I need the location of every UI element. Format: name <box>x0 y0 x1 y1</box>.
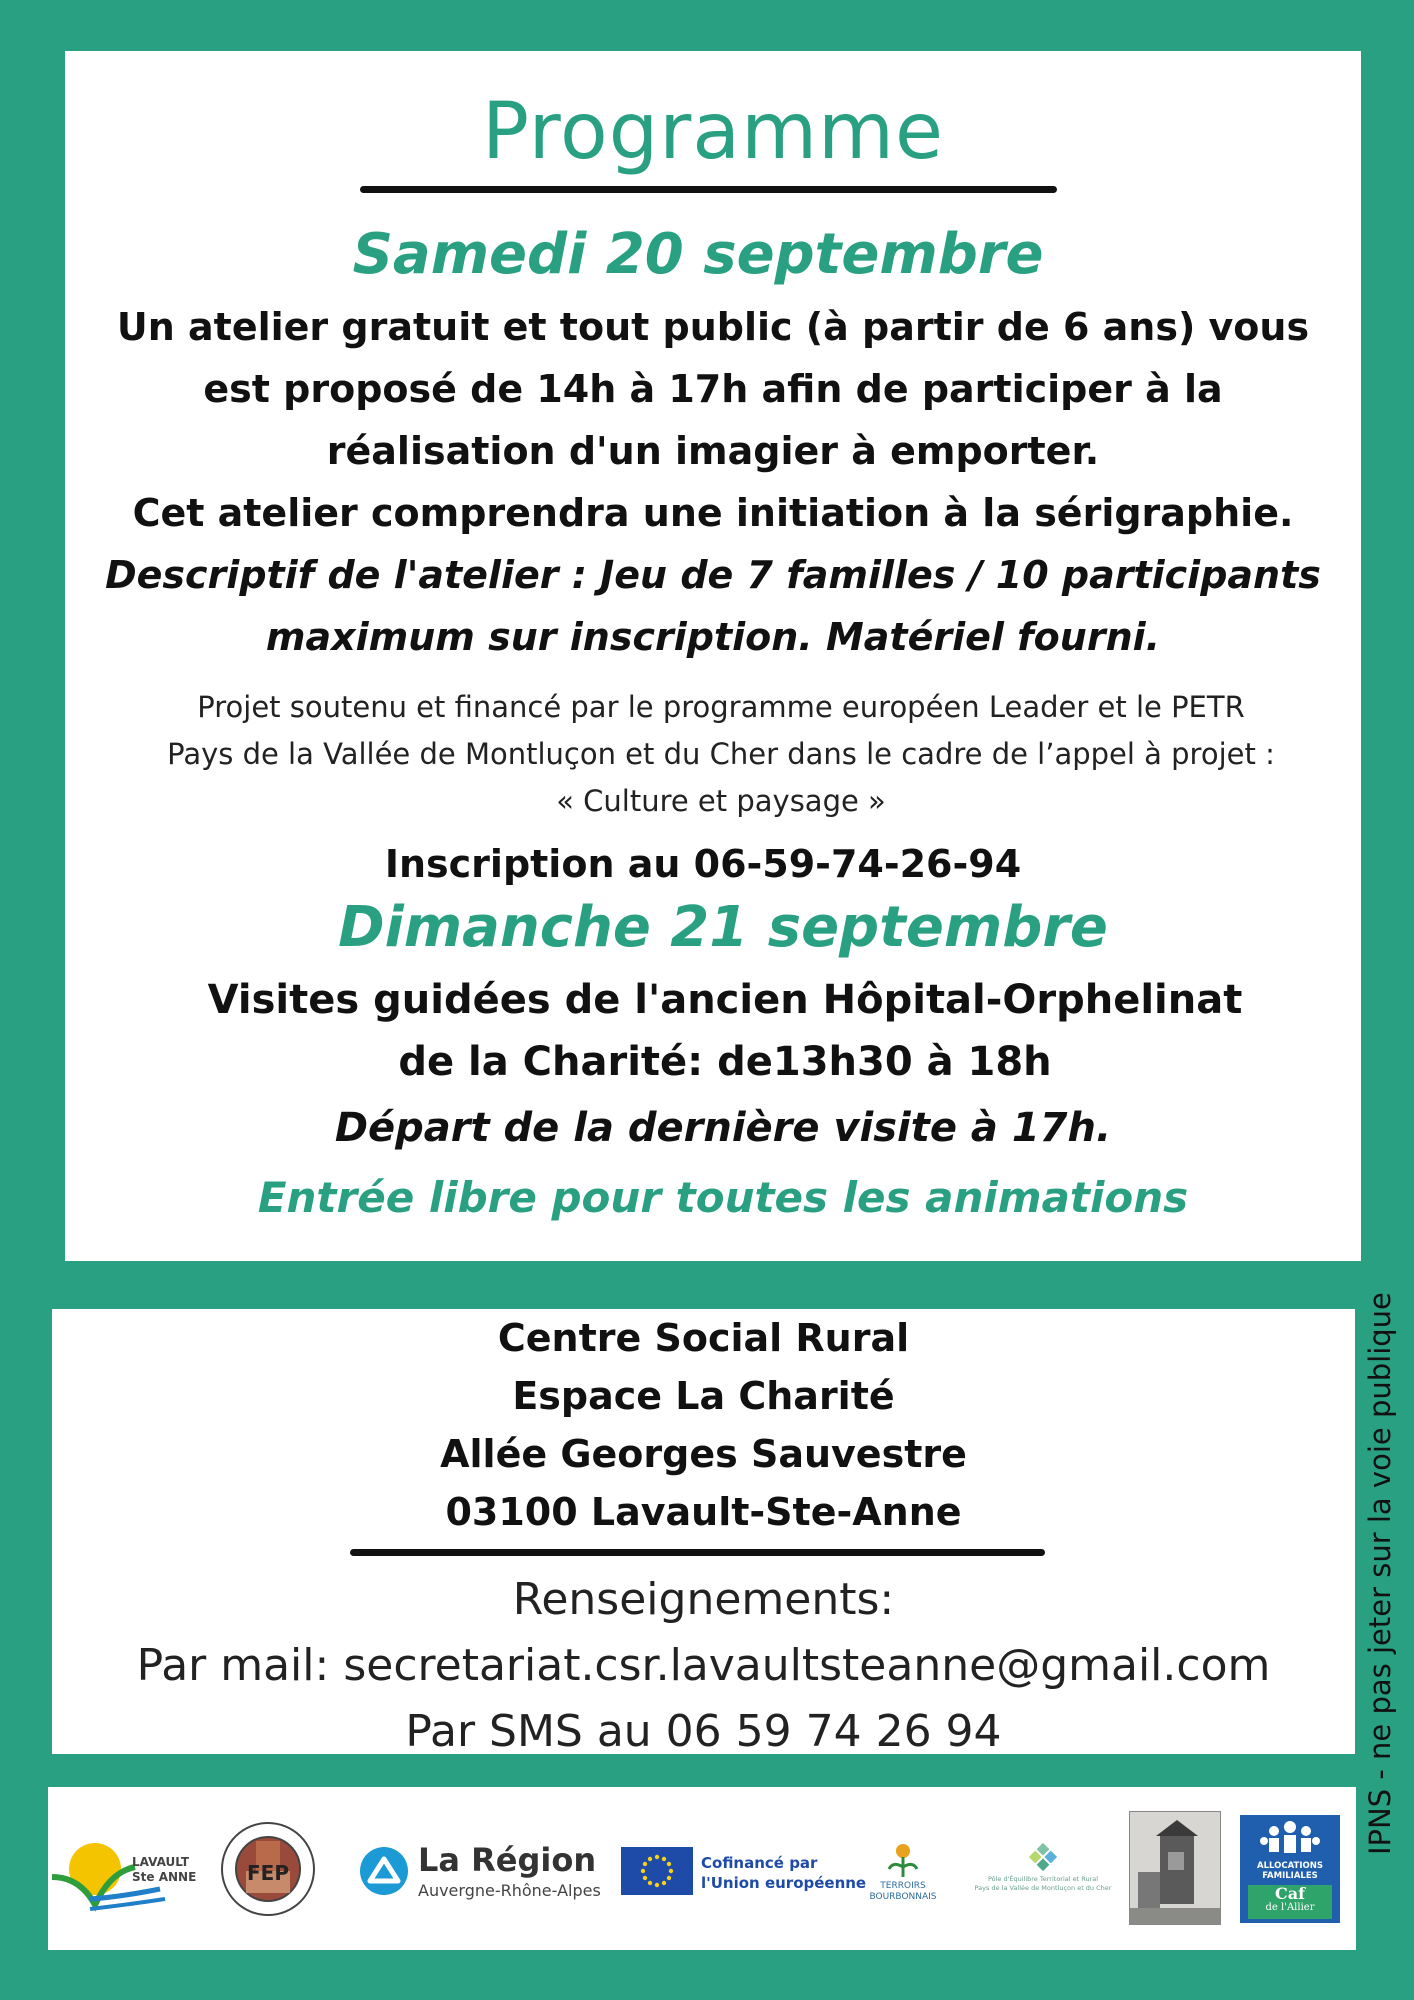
building-photo-icon <box>1130 1812 1220 1924</box>
region-sub: Auvergne-Rhône-Alpes <box>418 1881 601 1900</box>
sms-line: Par SMS au 06 59 74 26 94 <box>405 1706 1002 1757</box>
funding-note-line: « Culture et paysage » <box>556 784 886 818</box>
workshop-detail-line: maximum sur inscription. Matériel fourni. <box>265 615 1161 659</box>
region-name: La Région <box>418 1841 597 1879</box>
address-line: Allée Georges Sauvestre <box>440 1432 967 1476</box>
saturday-line: réalisation d'un imagier à emporter. <box>326 429 1100 473</box>
funding-note <box>81 684 1361 825</box>
page-title: Programme <box>481 87 945 177</box>
eu-flag-icon <box>621 1847 693 1895</box>
terroirs-logo <box>863 1841 943 1911</box>
free-entry-note: Entrée libre pour toutes les animations <box>257 1173 1189 1222</box>
lavault-logo-text: LAVAULT <box>132 1855 190 1869</box>
eu-logo-text: Cofinancé par <box>701 1854 818 1872</box>
caf-logo-text: ALLOCATIONS <box>1257 1861 1323 1871</box>
caf-logo-name: Caf <box>1275 1884 1305 1903</box>
saturday-description <box>65 296 1361 544</box>
sunday-heading: Dimanche 21 septembre <box>338 895 1108 960</box>
address-panel <box>52 1309 1355 1757</box>
terroirs-plant-icon <box>863 1841 943 1881</box>
registration-phone: Inscription au 06-59-74-26-94 <box>384 842 1022 886</box>
contact-info <box>52 1567 1355 1765</box>
lavault-logo-text: Ste ANNE <box>132 1870 197 1884</box>
petr-logo-text: Pays de la Vallée de Montluçon et du Cher <box>974 1884 1112 1892</box>
funding-note-line: Projet soutenu et financé par le programme européen Leader et le PETR <box>197 690 1245 724</box>
saturday-line: Un atelier gratuit et tout public (à partir de 6 ans) vous <box>116 305 1310 349</box>
last-visit-note: Départ de la dernière visite à 17h. <box>334 1105 1112 1151</box>
address-line: 03100 Lavault-Ste-Anne <box>445 1490 962 1534</box>
sunday-line: Visites guidées de l'ancien Hôpital-Orphelinat <box>207 977 1243 1023</box>
region-mountain-icon <box>358 1845 410 1897</box>
email-line[interactable]: Par mail: secretariat.csr.lavaultsteanne@gmail.com <box>136 1640 1271 1691</box>
saturday-heading: Samedi 20 septembre <box>352 222 1044 287</box>
address-block <box>52 1309 1355 1541</box>
terroirs-logo-text: TERROIRS <box>880 1881 926 1891</box>
region-logo <box>358 1841 601 1905</box>
lavault-logo <box>50 1837 200 1917</box>
caf-logo <box>1240 1815 1340 1923</box>
address-divider <box>350 1549 1045 1556</box>
petr-logo-text: Pôle d'Équilibre Territorial et Rural <box>987 1875 1099 1883</box>
sunday-line: de la Charité: de13h30 à 18h <box>398 1039 1052 1085</box>
fep-logo-text: FEP <box>247 1861 289 1885</box>
historic-photo <box>1129 1811 1221 1925</box>
funding-note-line: Pays de la Vallée de Montluçon et du Cher dans le cadre de l’appel à projet : <box>167 737 1275 771</box>
sunday-description <box>89 969 1361 1093</box>
eu-logo <box>621 1847 867 1899</box>
ipns-note: IPNS - ne pas jeter sur la voie publique <box>1363 1292 1397 1855</box>
caf-family-icon <box>1240 1815 1340 1859</box>
fep-logo <box>218 1821 318 1917</box>
terroirs-logo-text: BOURBONNAIS <box>869 1892 937 1902</box>
address-line: Centre Social Rural <box>497 1316 910 1360</box>
saturday-line: est proposé de 14h à 17h afin de participer à la <box>203 367 1223 411</box>
petr-logo <box>968 1843 1118 1903</box>
workshop-details <box>65 544 1361 668</box>
info-title: Renseignements: <box>512 1574 895 1625</box>
partner-logos <box>48 1787 1356 1950</box>
caf-green-band <box>1248 1885 1332 1919</box>
caf-logo-dept: de l'Allier <box>1265 1902 1315 1913</box>
address-line: Espace La Charité <box>512 1374 895 1418</box>
eu-logo-text: l'Union européenne <box>701 1874 867 1892</box>
programme-panel <box>65 51 1361 1261</box>
saturday-line: Cet atelier comprendra une initiation à la sérigraphie. <box>132 491 1294 535</box>
caf-logo-text: FAMILIALES <box>1262 1871 1318 1881</box>
title-divider <box>360 186 1057 193</box>
workshop-detail-line: Descriptif de l'atelier : Jeu de 7 familles / 10 participants <box>105 553 1321 597</box>
petr-diamond-icon <box>968 1843 1118 1873</box>
